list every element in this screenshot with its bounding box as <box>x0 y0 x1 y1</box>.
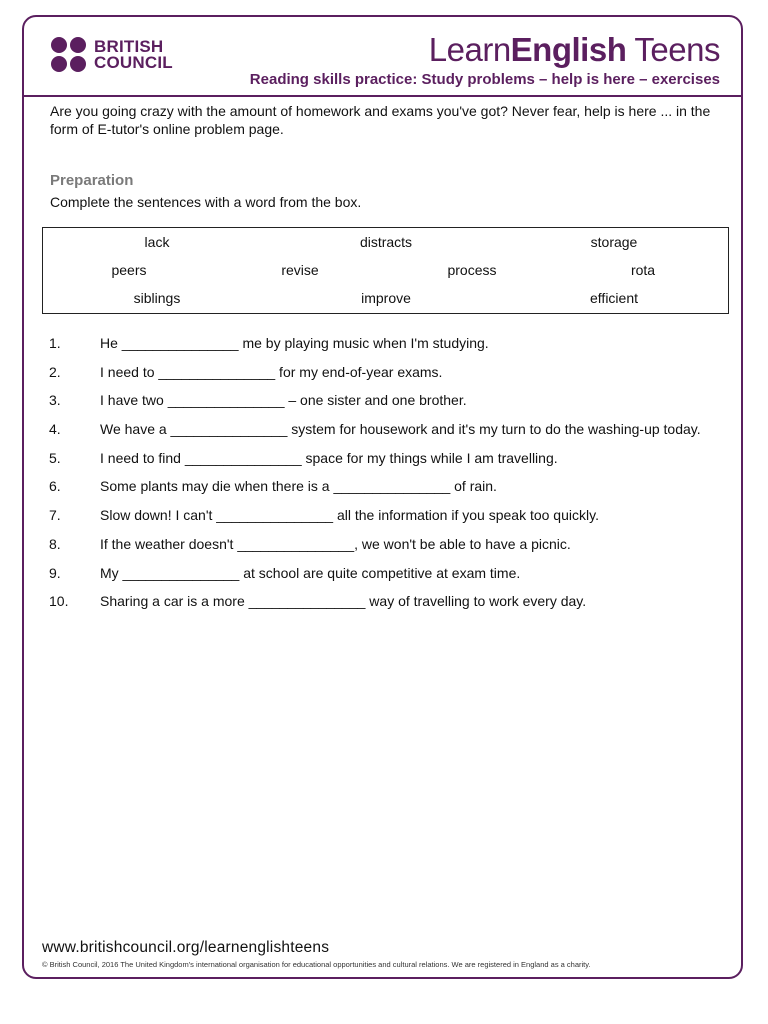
word-box-item: process <box>447 262 497 278</box>
word-box-item: lack <box>144 234 170 250</box>
word-box-item: improve <box>361 290 411 306</box>
word-box-item: peers <box>111 262 147 278</box>
logo-dots-icon <box>51 37 89 73</box>
word-box-item: efficient <box>590 290 638 306</box>
header-divider <box>22 95 743 97</box>
preparation-instruction: Complete the sentences with a word from the box. <box>50 194 362 210</box>
footer-legal-text: © British Council, 2016 The United Kingdom's international organisation for educational opportunities and cultural relations. We are registered in England as a charity. <box>42 960 591 969</box>
worksheet-subtitle: Reading skills practice: Study problems – help is here – exercises <box>249 71 720 88</box>
word-box <box>42 227 729 314</box>
footer-url-link[interactable]: www.britishcouncil.org/learnenglishteens <box>42 939 330 956</box>
word-box-item: storage <box>590 234 638 250</box>
logo-wordmark: BRITISH COUNCIL <box>94 37 173 72</box>
word-box-item: revise <box>281 262 319 278</box>
word-box-item: siblings <box>133 290 181 306</box>
word-box-item: rota <box>630 262 656 278</box>
preparation-heading: Preparation <box>50 172 134 189</box>
intro-paragraph: Are you going crazy with the amount of homework and exams you've got? Never fear, help is here ... in the form of E-tutor's online problem page. <box>50 103 711 137</box>
learnenglish-teens-brand: LearnEnglish Teens <box>428 31 720 68</box>
page-frame <box>22 15 743 979</box>
word-box-item: distracts <box>359 234 413 250</box>
british-council-logo <box>51 37 173 73</box>
